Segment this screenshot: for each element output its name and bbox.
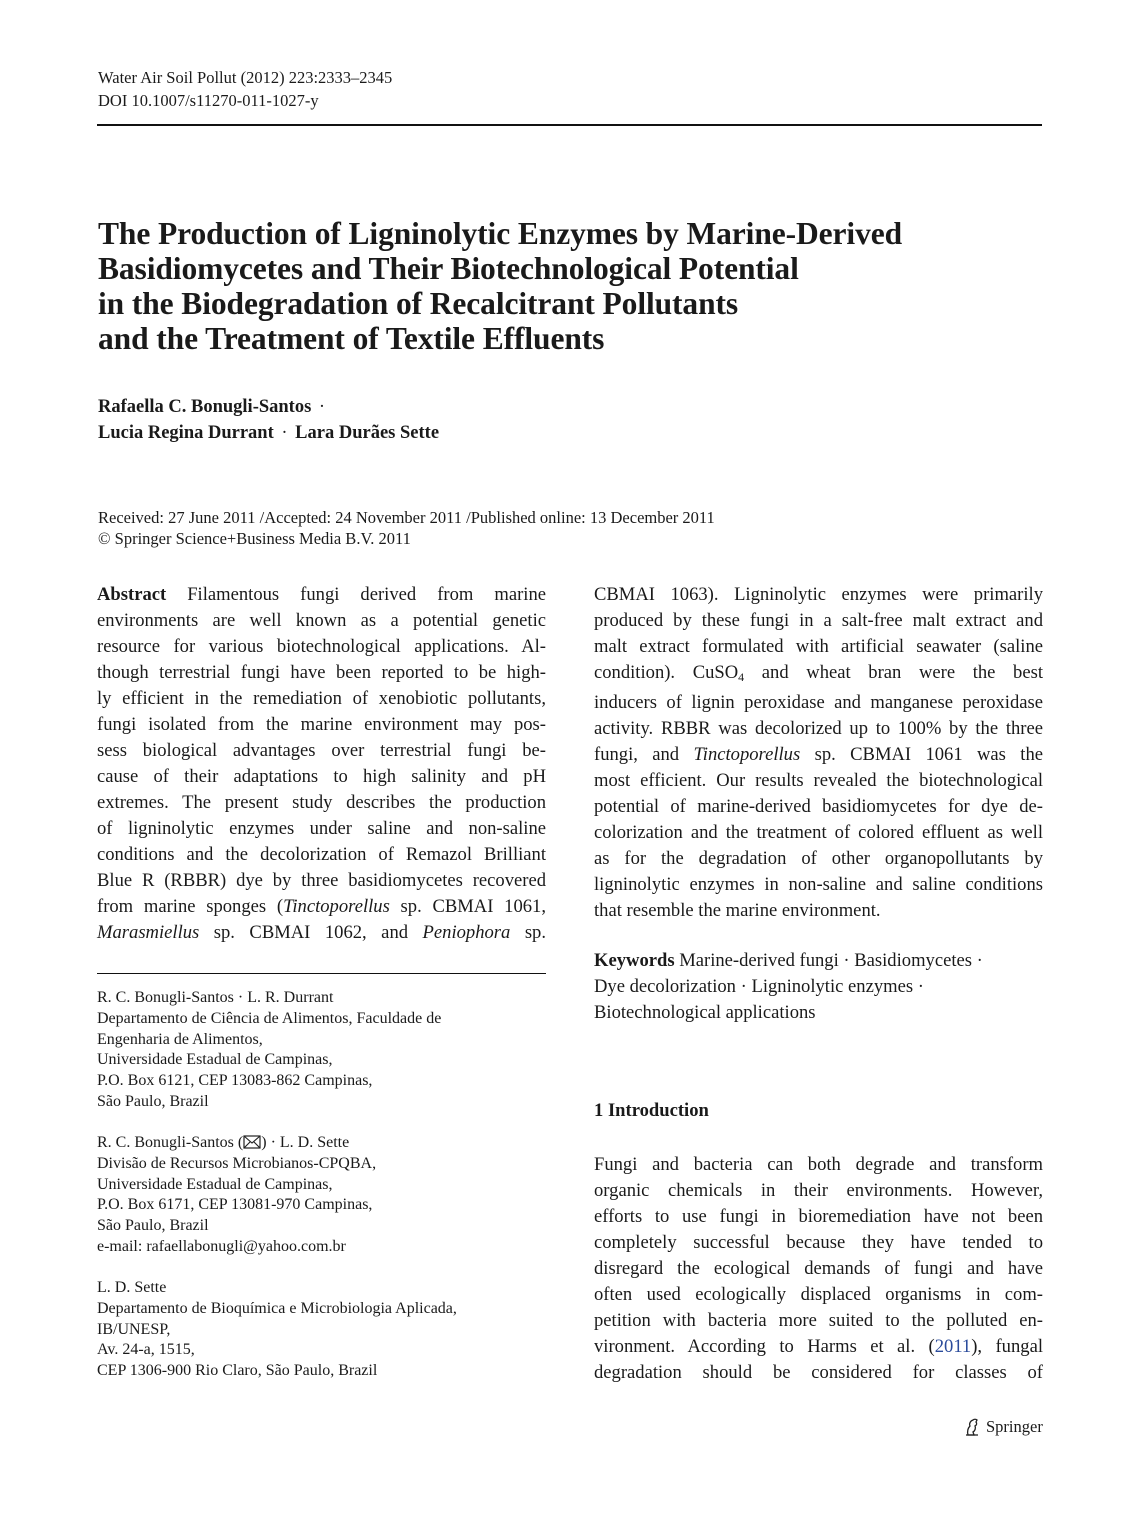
keywords-text: Dye decolorization · Ligninolytic enzymes · (594, 976, 924, 997)
abstract-line: Blue R (RBBR) dye by three basidiomycetes recovered (97, 870, 546, 891)
journal-citation: Water Air Soil Pollut (2012) 223:2333–2345 (98, 68, 393, 87)
affiliation-line: IB/UNESP, (97, 1320, 171, 1338)
copyright-icon: © (98, 529, 111, 548)
abstract-line: colorization and the treatment of colored effluent as well (594, 822, 1043, 843)
body-line: efforts to use fungi in bioremediation have not been (594, 1206, 1043, 1227)
abstract-text: sp. (510, 922, 546, 943)
author-name[interactable]: Lucia Regina Durrant (98, 423, 274, 443)
citation-link[interactable]: 2011 (934, 1336, 972, 1357)
corresponding-email[interactable]: e-mail: rafaellabonugli@yahoo.com.br (97, 1237, 346, 1255)
keywords-block (594, 948, 1043, 1026)
author-list (98, 394, 439, 446)
abstract-text: sp. CBMAI 1061 was the (800, 744, 1043, 765)
affiliation-line: Divisão de Recursos Microbianos-CPQBA, (97, 1154, 377, 1172)
footnote-rule (97, 973, 546, 974)
author-separator: · (281, 423, 288, 443)
abstract-line: produced by these fungi in a salt-free malt extract and (594, 610, 1043, 631)
section-heading: 1 Introduction (594, 1100, 709, 1121)
author-name[interactable]: Rafaella C. Bonugli-Santos (98, 397, 312, 417)
species-name: Peniophora (422, 922, 511, 943)
accepted-date: Accepted: 24 November 2011 (264, 508, 462, 527)
abstract-text: fungi, and (594, 744, 694, 765)
published-date: Published online: 13 December 2011 (470, 508, 715, 527)
title-line: in the Biodegradation of Recalcitrant Pollutants (98, 286, 739, 321)
abstract-line: resource for various biotechnological applications. Al- (97, 636, 546, 657)
abstract-line: sess biological advantages over terrestrial fungi be- (97, 740, 546, 761)
affiliation-line: Av. 24-a, 1515, (97, 1341, 195, 1359)
body-line: petition with bacteria more suited to the polluted en- (594, 1310, 1043, 1331)
abstract-line: though terrestrial fungi have been reported to be high- (97, 662, 546, 683)
body-line: completely successful because they have tended to (594, 1232, 1043, 1253)
affiliation-block (97, 988, 546, 1113)
affiliation-line: São Paulo, Brazil (97, 1092, 209, 1110)
title-line: The Production of Ligninolytic Enzymes by Marine-Derived (98, 216, 903, 251)
introduction-body (594, 1152, 1043, 1386)
author-separator: · (318, 397, 326, 417)
abstract-left-column (97, 582, 546, 946)
affiliation-line: P.O. Box 6171, CEP 13081-970 Campinas, (97, 1196, 373, 1214)
affiliation-line: P.O. Box 6121, CEP 13083-862 Campinas, (97, 1072, 373, 1090)
abstract-line: most efficient. Our results revealed the biotechnological (594, 770, 1043, 791)
header-rule (97, 124, 1042, 126)
abstract-right-column (594, 582, 1043, 1026)
envelope-icon[interactable] (243, 1135, 261, 1149)
paper-title (98, 216, 1038, 356)
affiliation-line: Departamento de Ciência de Alimentos, Faculdade de (97, 1009, 442, 1027)
species-name: Marasmiellus (97, 922, 200, 943)
abstract-line: malt extract formulated with artificial seawater (saline (594, 636, 1043, 657)
title-line: and the Treatment of Textile Effluents (98, 321, 605, 356)
abstract-line: extremes. The present study describes the production (97, 792, 546, 813)
affiliation-line: Universidade Estadual de Campinas, (97, 1051, 333, 1069)
abstract-line: fungi isolated from the marine environment may pos- (97, 714, 546, 735)
abstract-line: conditions and the decolorization of Remazol Brilliant (97, 844, 546, 865)
body-line: organic chemicals in their environments. However, (594, 1180, 1043, 1201)
affiliation-block (97, 1278, 546, 1382)
journal-header (98, 66, 392, 112)
affiliation-line: R. C. Bonugli-Santos ( (97, 1134, 244, 1151)
body-text: vironment. According to Harms et al. ( (594, 1336, 935, 1357)
abstract-text: sp. CBMAI 1061, (389, 896, 546, 917)
affiliation-line: CEP 1306-900 Rio Claro, São Paulo, Brazil (97, 1362, 378, 1380)
received-date: Received: 27 June 2011 (98, 508, 256, 527)
keywords-text: Marine-derived fungi · Basidiomycetes · (674, 950, 983, 971)
body-line: disregard the ecological demands of fungi and have (594, 1258, 1043, 1279)
abstract-line: that resemble the marine environment. (594, 900, 881, 921)
affiliation-line: Universidade Estadual de Campinas, (97, 1175, 333, 1193)
abstract-text: from marine sponges ( (97, 896, 284, 917)
copyright-text: Springer Science+Business Media B.V. 2011 (114, 529, 411, 548)
body-line: degradation should be considered for classes of (594, 1362, 1043, 1383)
springer-horse-icon (962, 1417, 982, 1437)
abstract-line: environments are well known as a potential genetic (97, 610, 546, 631)
abstract-line: Filamentous fungi derived from marine (166, 584, 546, 605)
species-name: Tinctoporellus (283, 896, 390, 917)
publication-dates (98, 507, 715, 549)
affiliation-line: R. C. Bonugli-Santos · L. R. Durrant (97, 989, 334, 1006)
affiliation-block (97, 1133, 546, 1258)
journal-doi[interactable]: DOI 10.1007/s11270-011-1027-y (98, 91, 319, 110)
abstract-line: of ligninolytic enzymes under saline and non-saline (97, 818, 546, 839)
affiliation-line: São Paulo, Brazil (97, 1217, 209, 1235)
abstract-line: CBMAI 1063). Ligninolytic enzymes were primarily (594, 584, 1043, 605)
subscript: 4 (738, 670, 745, 684)
keywords-label: Keywords (594, 950, 675, 971)
affiliation-line: Engenharia de Alimentos, (97, 1030, 263, 1048)
abstract-line: potential of marine-derived basidiomycetes for dye de- (594, 796, 1043, 817)
author-name[interactable]: Lara Durães Sette (295, 423, 440, 443)
abstract-line: cause of their adaptations to high salinity and pH (97, 766, 546, 787)
abstract-line: ly efficient in the remediation of xenobiotic pollutants, (97, 688, 546, 709)
abstract-line: ligninolytic enzymes in non-saline and saline conditions (594, 874, 1043, 895)
abstract-text: sp. CBMAI 1062, and (199, 922, 423, 943)
publisher-logo (962, 1417, 1043, 1437)
title-line: Basidiomycetes and Their Biotechnological Potential (98, 251, 799, 286)
affiliation-line: L. D. Sette (97, 1279, 167, 1296)
body-line: often used ecologically displaced organisms in com- (594, 1284, 1043, 1305)
abstract-line: activity. RBBR was decolorized up to 100% by the three (594, 718, 1043, 739)
publisher-name: Springer (986, 1417, 1043, 1436)
date-separator: / (466, 508, 471, 527)
affiliation-line: ) · L. D. Sette (261, 1134, 350, 1151)
affiliation-line: Departamento de Bioquímica e Microbiologia Aplicada, (97, 1299, 457, 1317)
abstract-line: as for the degradation of other organopollutants by (594, 848, 1043, 869)
abstract-line: inducers of lignin peroxidase and manganese peroxidase (594, 692, 1043, 713)
date-separator: / (259, 508, 265, 527)
abstract-text: condition). CuSO (594, 662, 739, 683)
body-line: Fungi and bacteria can both degrade and transform (594, 1154, 1043, 1175)
keywords-text: Biotechnological applications (594, 1002, 816, 1023)
body-text: ), fungal (971, 1336, 1043, 1357)
species-name: Tinctoporellus (693, 744, 801, 765)
abstract-label: Abstract (97, 584, 167, 605)
abstract-text: and wheat bran were the best (744, 662, 1043, 683)
